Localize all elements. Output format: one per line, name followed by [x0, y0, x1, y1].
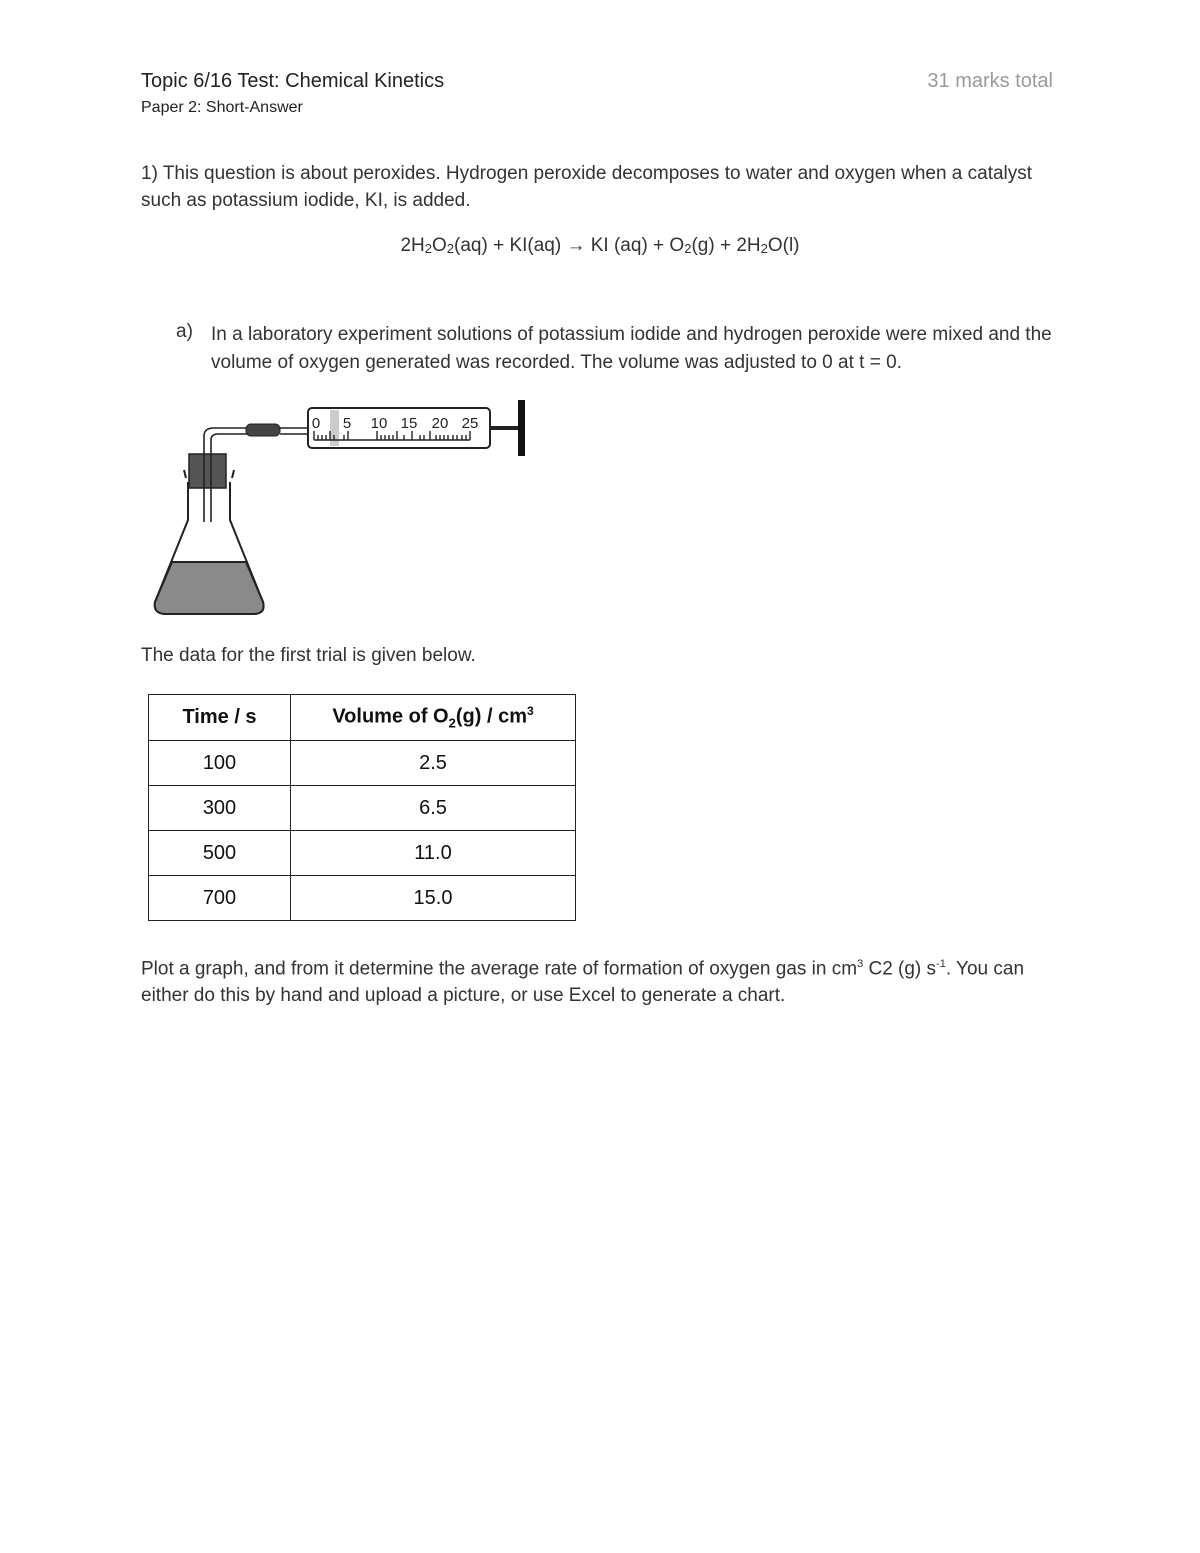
liquid	[155, 562, 264, 614]
plot-instructions: Plot a graph, and from it determine the average rate of formation of oxygen gas in $cm^3$ C2 (g) $s^{-1}$. You can either do this by hand and upload a picture, or use Excel to generate a chart.	[141, 958, 1025, 1007]
syringe-scale-label: 25	[461, 415, 479, 432]
table-row	[149, 831, 576, 876]
eq-subscript: 2	[424, 241, 432, 256]
syringe-scale-label: 10	[370, 415, 388, 432]
cell-volume: 2.5	[291, 741, 576, 786]
page-subtitle: Paper 2: Short-Answer	[141, 99, 303, 116]
syringe-scale-label: 5	[342, 415, 352, 432]
table-row	[149, 876, 576, 921]
table-row	[149, 741, 576, 786]
marks-total: 31 marks total	[927, 70, 1053, 92]
syringe-scale-label: 15	[400, 415, 418, 432]
data-table	[148, 694, 576, 921]
syringe-scale-label: 20	[431, 415, 449, 432]
eq-subscript: 2	[684, 241, 692, 256]
tube-connector	[246, 424, 280, 436]
page-title: Topic 6/16 Test: Chemical Kinetics	[141, 70, 445, 92]
cell-time: 700	[149, 876, 291, 921]
gas-syringe	[308, 400, 525, 456]
syringe-plunger-handle	[518, 400, 525, 456]
table-row	[149, 786, 576, 831]
column-header-time: Time / s	[149, 695, 291, 741]
eq-part: (aq) + KI(aq) → KI (aq) + O	[454, 235, 685, 256]
cell-volume: 6.5	[291, 786, 576, 831]
conical-flask	[155, 470, 264, 614]
syringe-scale-label: 0	[311, 415, 321, 432]
data-intro: The data for the first trial is given below.	[141, 645, 476, 666]
eq-subscript: 2	[446, 241, 455, 256]
rubber-bung	[189, 454, 226, 488]
question-intro: 1) This question is about peroxides. Hydrogen peroxide decomposes to water and oxygen when a catalyst such as potassium iodide, KI, is added.	[141, 163, 1033, 211]
eq-subscript: 2	[760, 241, 768, 256]
cell-time: 300	[149, 786, 291, 831]
part-a-text: In a laboratory experiment solutions of potassium iodide and hydrogen peroxide were mixed and the volume of oxygen generated was recorded. The volume was adjusted to 0 at t = 0.	[211, 324, 1052, 373]
chemical-equation	[0, 235, 1200, 257]
cell-volume: 15.0	[291, 876, 576, 921]
eq-part: (g) + 2H	[691, 235, 761, 256]
apparatus-diagram	[148, 392, 533, 622]
cell-time: 500	[149, 831, 291, 876]
cell-time: 100	[149, 741, 291, 786]
cell-volume: 11.0	[291, 831, 576, 876]
part-a-label: a)	[176, 321, 193, 342]
eq-part: O(l)	[767, 235, 800, 256]
eq-part: 2H	[400, 235, 425, 256]
table-header-row	[149, 695, 576, 741]
eq-part: O	[432, 235, 447, 256]
column-header-volume: Volume of $O_2(g) / cm^3$	[291, 695, 576, 741]
